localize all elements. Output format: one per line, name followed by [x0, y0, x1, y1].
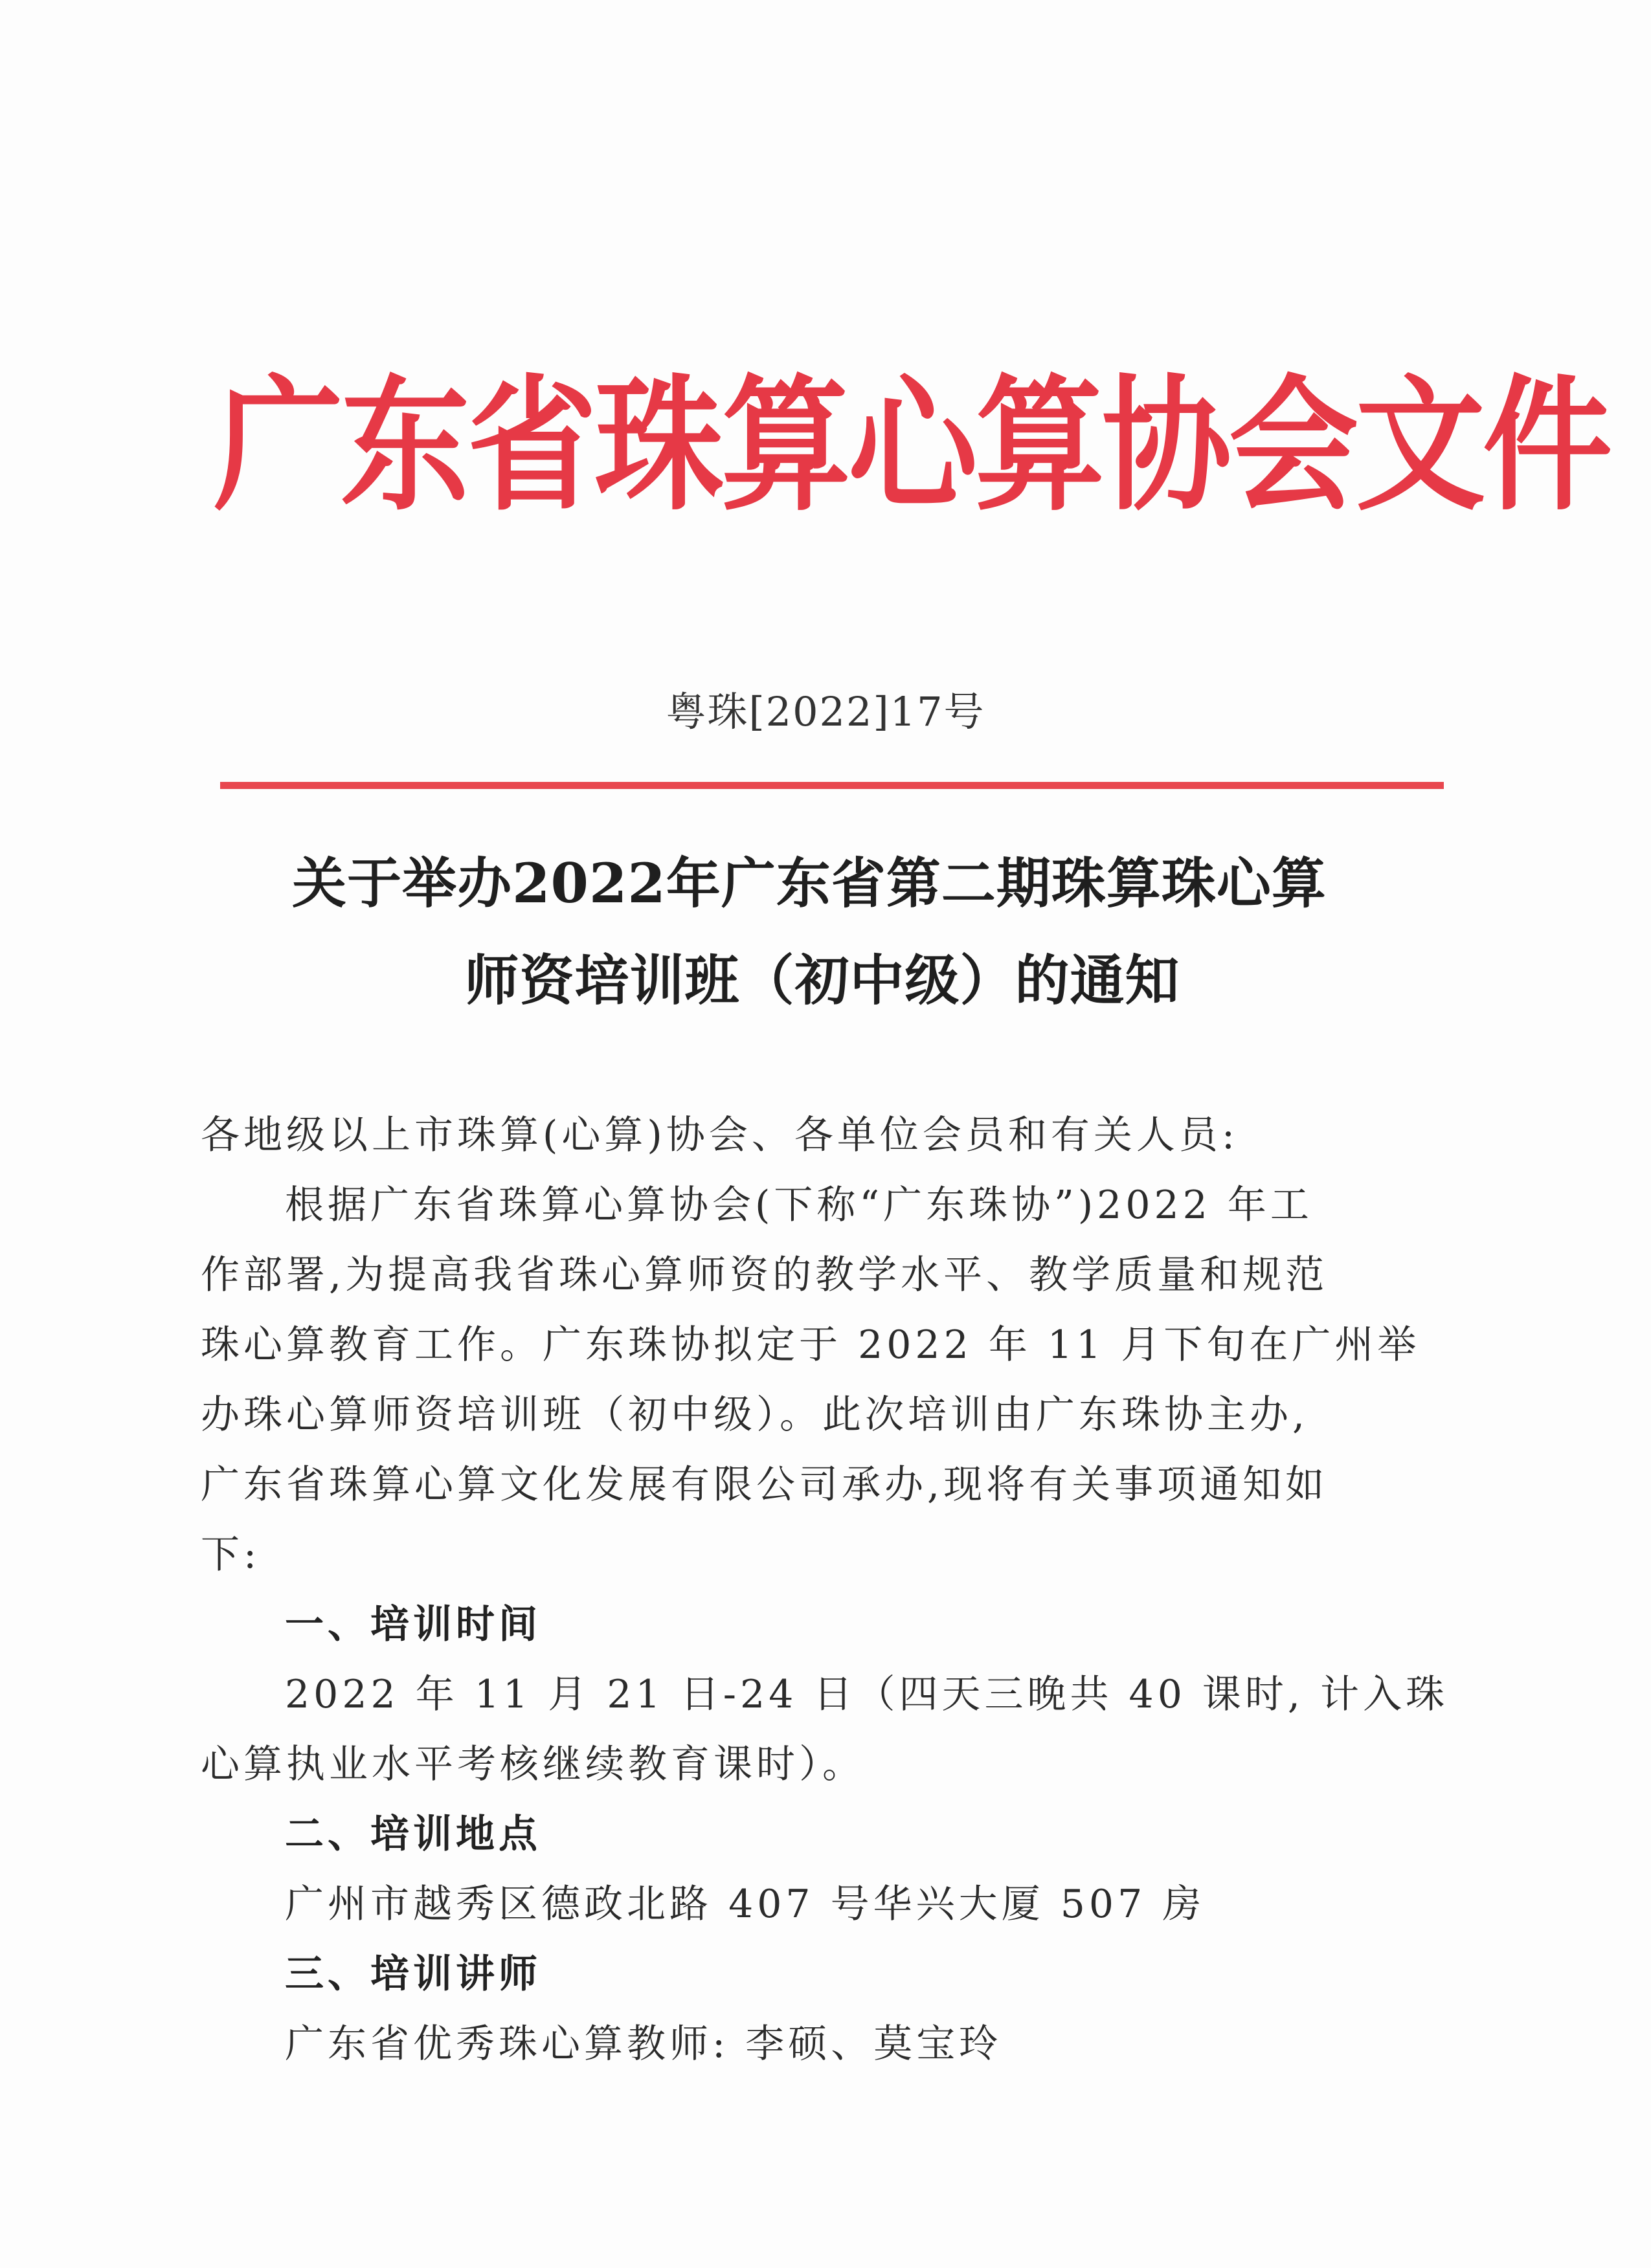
notice-title-line-2: 师资培训班（初中级）的通知 — [464, 948, 1180, 1012]
section-1-line-2: 心算执业水平考核继续教育课时）。 — [201, 1742, 865, 1787]
intro-line-4: 办珠心算师资培训班（初中级）。此次培训由广东珠协主办, — [201, 1392, 1309, 1438]
section-2-text: 广州市越秀区德政北路 407 号华兴大厦 507 房 — [285, 1882, 1206, 1927]
document-header-title: 广东省珠算心算协会文件 — [214, 361, 1610, 531]
notice-title-line-1: 关于举办2022年广东省第二期珠算珠心算 — [292, 851, 1327, 915]
salutation: 各地级以上市珠算(心算)协会、各单位会员和有关人员: — [201, 1113, 1239, 1158]
intro-line-1: 根据广东省珠算心算协会(下称“广东珠协”)2022 年工 — [285, 1183, 1313, 1228]
section-1-line-1: 2022 年 11 月 21 日-24 日（四天三晚共 40 课时, 计入珠 — [285, 1672, 1449, 1717]
section-3-text: 广东省优秀珠心算教师: 李硕、莫宝玲 — [285, 2021, 1002, 2067]
header-divider — [220, 782, 1444, 789]
section-3-heading: 三、培训讲师 — [285, 1951, 541, 1997]
document-number: 粤珠[2022]17号 — [666, 688, 985, 735]
intro-line-6: 下: — [201, 1532, 261, 1577]
section-1-heading: 一、培训时间 — [285, 1602, 541, 1647]
intro-line-5: 广东省珠算心算文化发展有限公司承办,现将有关事项通知如 — [201, 1462, 1329, 1507]
section-2-heading: 二、培训地点 — [285, 1812, 541, 1857]
intro-line-2: 作部署,为提高我省珠心算师资的教学水平、教学质量和规范 — [201, 1252, 1329, 1298]
intro-line-3: 珠心算教育工作。广东珠协拟定于 2022 年 11 月下旬在广州举 — [201, 1322, 1421, 1368]
